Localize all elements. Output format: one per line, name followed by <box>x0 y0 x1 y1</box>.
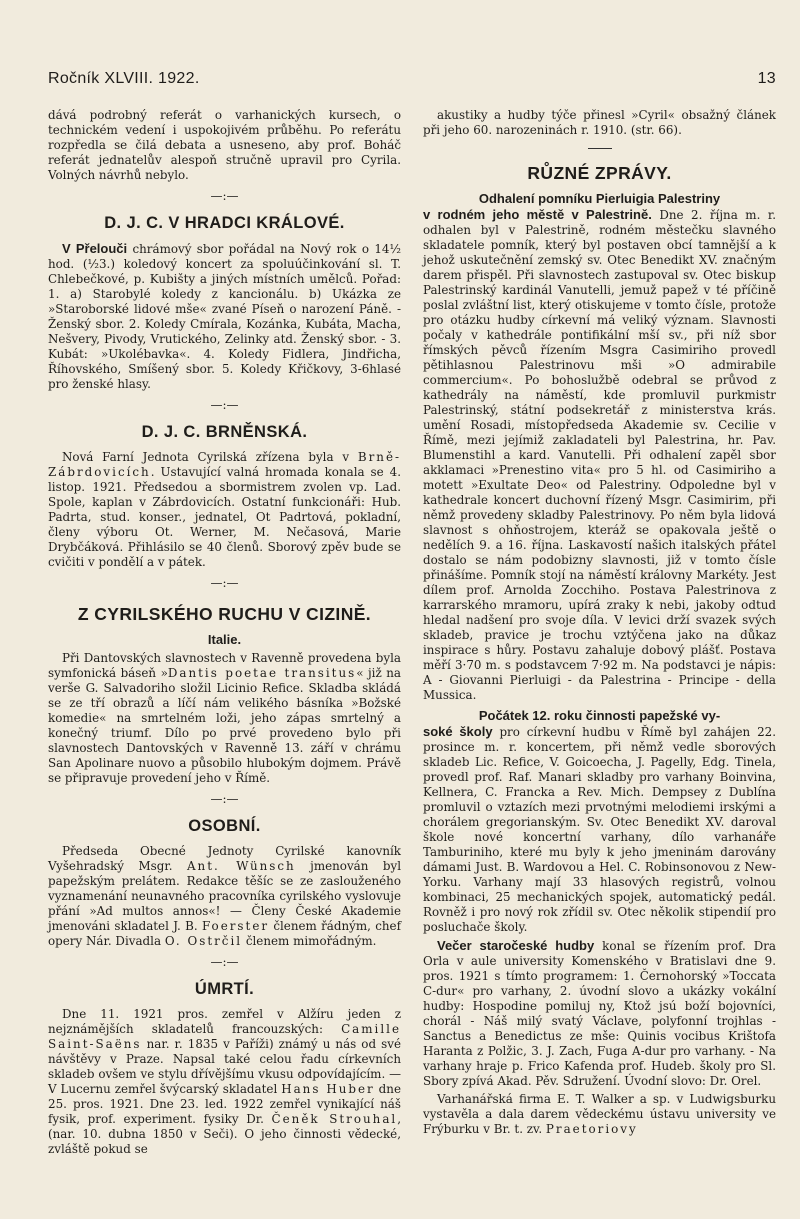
continued-paragraph: akustiky a hudby týče přinesl »Cyril« obsažný článek při jeho 60. narozeninách r. 1910. (str. 66). <box>423 108 776 137</box>
spaced-name: O. Ostrčil <box>164 934 243 948</box>
deaths-paragraph: Dne 11. 1921 pros. zemřel v Alžíru jeden z nejznámějších skladatelů francouzských: Camille Saint-Saëns nar. r. 1835 v Paříži) známý u nás od své návštěvy v Praze. Napsal také celou řadu církevních skladeb ovšem ve stylu dřívějšímu vkusu odpovídajícím. — V Lucernu zemřel švýcarský skladatel Hans Huber dne 25. pros. 1921. Dne 23. led. 1922 zemřel vynikající náš fysik, prof. experiment. fysiky Dr. Čeněk Strouhal, (nar. 10. dubna 1850 v Seči). O jeho činnosti vědecké, zvláště pokud se <box>48 1007 401 1156</box>
section-title-deaths: ÚMRTÍ. <box>194 980 255 998</box>
walker-paragraph: Varhanářská firma E. T. Walker a sp. v Ludwigsburku vystavěla a dala darem vědeckému ústavu university ve Frýburku v Br. t. zv. Praetoriovy <box>423 1092 776 1136</box>
left-column <box>48 108 401 1157</box>
section-separator: —:— <box>210 189 239 203</box>
spaced-name: Ant. Wünsch <box>186 859 296 873</box>
palestrina-heading: Odhalení pomníku Pierluigia Palestriny <box>478 191 721 206</box>
spaced-name: Praetoriovy <box>545 1122 638 1136</box>
separator-rule <box>588 148 612 149</box>
palestrina-paragraph: v rodném jeho městě v Palestrině. Dne 2. října m. r. odhalen byl v Palestrině, rodném městečku slavného skladatele pomník, který byl postaven obcí tamnější a k jehož uskutečnění zemský sv. Otec Benedikt XV. značným darem přispěl. Při slavnostech zastupoval sv. Otec biskup Palestrinský kardinál Vanutelli, jemuž papež v té příčině poslal zvláštní list, který otiskujeme v tomto čísle, protože pro otázku hudby církevní má veliký význam. Slavnosti počaly v kathedrále pontifikální mší sv., při níž sbor římských pěvců řízením Msgra Casimiriho provedl pětihlasnou Palestrinovu mši »O admirabile commercium«. Po bohoslužbě odebral se průvod z kathedrály na náměstí, kde promluvil purkmistr Palestrinský, státní podsekretář z ministerstva krás. umění Rosadi, místopředseda Akademie sv. Cecilie v Římě, mezi jejímiž zakladateli byl Palestrina, hr. Pav. Blumenstihl a kard. Vanutelli. Při odhalení zapěl sbor akklamaci »Prenestino vita« pro 5 hl. od Casimiriho a motett »Exultate Deo« od Palestriny. Odpoledne byl v kathedrale koncert duchovní řízený Msgr. Casimirim, při němž provedeny skladby Palestrinovy. Po něm byla lidová slavnost s ohňostrojem, kteráž se opakovala ještě o nedělích 9. a 16. října. Laskavostí našich italských přátel dostalo se nám podobizny slavnosti, již v tomto čísle přinášíme. Pomník stojí na náměstí královny Markéty. Jest dílem prof. Arnolda Zocchiho. Postava Palestrinova z karrarského mramoru, upírá zraky k nebi, jakoby odtud hledal nadšení pro svoje díla. V levici drží svazek svých skladeb, pravice je trochu vztýčena jako na důkaz inspirace s hůry. Postavu zahaluje dobový plášť. Postava měří 3·70 m. s podstavcem 7·92 m. Na podstavci je nápis: A - Giovanni Pierluigi - da Palestrina - Principe - della Mussica. <box>423 207 777 702</box>
old-czech-music-paragraph: Večer staročeské hudby konal se řízením prof. Dra Orla v aule university Komenského v Bratislavi dne 9. pros. 1921 s tímto programem: 1. Černohorský »Toccata C-dur« pro varhany, 2. úvodní slovo a ukázky vokální hudby: Hospodine pomiluj ny, Ktož jsú boží bojovníci, chorál - Náš milý svatý Václave, polyfonní trojhlas - Sanctus a Benedictus ze mše: Quinis vocibus Krištofa Haranta z Polžic, 3. J. Zach, Fuga A-dur pro varhany. - Na varhany hraje p. Frico Kafenda prof. Hudeb. školy pro Sl. Sbory zpívá Akad. Pěv. Sdružení. Úvodní slovo: Dr. Orel. <box>423 938 776 1088</box>
spaced-work-title: Dantis poetae transitus <box>167 666 357 680</box>
section-title-news: RŮZNÉ ZPRÁVY. <box>527 163 672 183</box>
volume-year: Ročník XLVIII. 1922. <box>48 70 200 87</box>
spaced-name: Camille Saint-Saëns <box>48 1022 401 1051</box>
section-title-abroad: Z CYRILSKÉHO RUCHU V CIZINĚ. <box>77 604 372 624</box>
section-title-personal: OSOBNÍ. <box>188 817 261 835</box>
abroad-paragraph: Při Dantovských slavnostech v Ravenně provedena byla symfonická báseň »Dantis poetae transitus« již na verše G. Salvadoriho složil Licinio Refice. Skladba skládá se ze tří obrazů a líčí nám velikého básníka »Božské komedie« na smrtelném loži, jeho zápas smrtelný a konečný triumf. Dílo po prvé provedeno bylo při slavnostech Dantovských v Ravenně 13. září v chrámu San Apolinare nuovo a působilo hlubokým dojmem. Právě se připravuje provedení jeho v Římě. <box>48 651 401 785</box>
hradec-paragraph: V Přelouči chrámový sbor pořádal na Nový rok o 14½ hod. (½3.) koledový koncert za spoluúčinkování sl. T. Chlebečkové, p. Kubišty a jiných místních umělců. Pořad: 1. a) Starobylé koledy z kancionálu. b) Ukázka ze »Staroborské lidové mše« zvané Píseň o narození Páně. - Ženský sbor. 2. Koledy Cmírala, Kozánka, Kubáta, Macha, Nešvery, Pivody, Vrutického, Zelinky atd. Ženský sbor. - 3. Kubát: »Ukolébavka«. 4. Koledy Fidlera, Jindřicha, Říhovského, Smíšený sbor. 5. Koledy Křičkovy, 3-6hlasé pro ženské hlasy. <box>48 241 401 391</box>
continued-paragraph: dává podrobný referát o varhanických kursech, o technickém vedení i uspokojivém průběhu. Po referátu rozpředla se čilá debata a usneseno, aby prof. Boháč referát jednatelův alespoň stručně upravil pro Cyrila. Volných návrhů nebylo. <box>48 108 401 182</box>
spaced-name: Hans Huber <box>281 1082 375 1096</box>
run-in-heading: V Přelouči <box>62 241 128 256</box>
spaced-name: Foerster <box>201 919 270 933</box>
personal-paragraph: Předseda Obecné Jednoty Cyrilské kanovník Vyšehradský Msgr. Ant. Wünsch jmenován byl papežským prelátem. Redakce těšíc se ze zaslouženého vyznamenání neunavného pracovníka cyrilského vyslovuje přání »Ad multos annos«! — Členy České Akademie jmenováni skladatel J. B. Foerster členem řádným, chef opery Nár. Divadla O. Ostrčil členem mimořádným. <box>48 844 401 948</box>
spaced-place-name: Brně-Zábrdovicích <box>48 450 401 479</box>
page-number: 13 <box>757 70 776 87</box>
text-columns <box>48 108 776 1157</box>
section-separator: —:— <box>210 576 239 590</box>
section-separator: —:— <box>210 398 239 412</box>
subsection-title-italy: Italie. <box>207 632 242 647</box>
section-separator: —:— <box>210 955 239 969</box>
run-in-heading: Večer staročeské hudby <box>437 938 595 953</box>
papal-school-heading: Počátek 12. roku činnosti papežské vy- <box>478 708 721 723</box>
run-in-heading: v rodném jeho městě v Palestrině. <box>423 207 652 222</box>
section-title-brno: D. J. C. BRNĚNSKÁ. <box>141 423 308 441</box>
run-in-heading: soké školy <box>423 724 493 739</box>
running-head <box>48 70 776 88</box>
brno-paragraph: Nová Farní Jednota Cyrilská zřízena byla v Brně-Zábrdovicích. Ustavující valná hromada konala se 4. listop. 1921. Předsedou a sbormistrem zvolen vp. Lad. Spole, kaplan v Zábrdovicích. Ostatní funkcionáři: Hub. Padrta, stud. konser., jednatel, Ot Padrtová, pokladní, členy výboru Ot. Werner, M. Nečasová, Marie Drybčáková. Přihlásilo se 40 členů. Sborový zpěv bude se cvičiti v pondělí a v pátek. <box>48 450 401 569</box>
papal-school-paragraph: soké školy pro církevní hudbu v Římě byl zahájen 22. prosince m. r. koncertem, při němž vedle sborových skladeb Lic. Refice, V. Goicoecha, J. Pagelly, Edg. Tinela, provedl prof. Raf. Manari skladby pro varhany Boinvina, Kellnera, C. Francka a Rev. Mich. Dempsey z Dublína promluvil o vztazích mezi prvotnými melodiemi irskými a chorálem gregorianským. Sv. Otec Benedikt XV. daroval škole nové koncertní varhany, dílo varhanáře Tamburiniho, které mu byly k jeho jmeninám darovány dámami Just. B. Wardovou a Hel. C. Robinsonovou z New-Yorku. Varhany mají 33 hlasových registrů, volnou kombinaci, 25 mechanických spojek, automatický pedál. Rovněž i pro nový rok zřídil sv. Otec několik stipendií pro posluchače školy. <box>423 724 776 934</box>
spaced-name: Čeněk Strouhal <box>271 1112 398 1126</box>
section-separator: —:— <box>210 792 239 806</box>
section-title-hradec: D. J. C. V HRADCI KRÁLOVÉ. <box>104 214 345 232</box>
right-column <box>423 108 776 1157</box>
